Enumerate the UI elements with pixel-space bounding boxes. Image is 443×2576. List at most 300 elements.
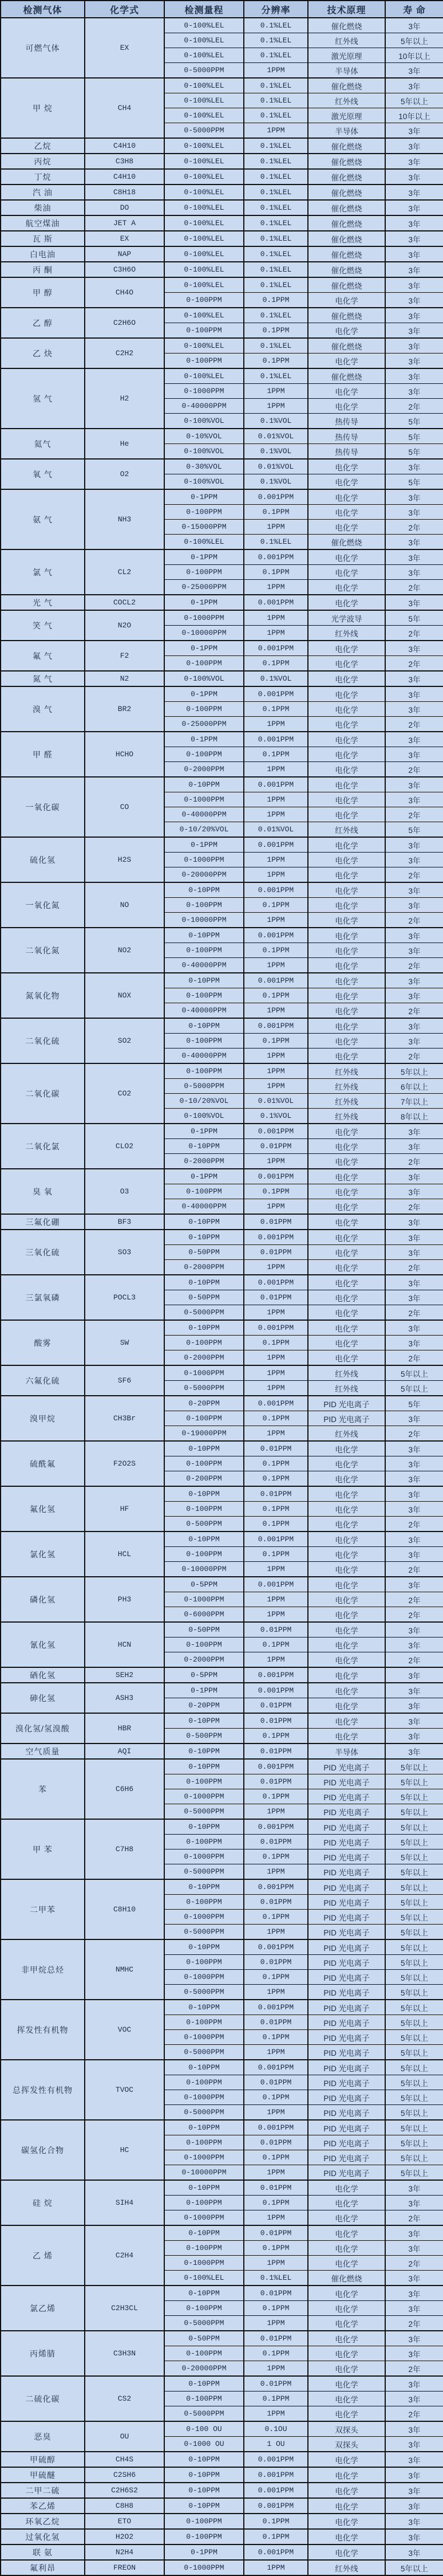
resolution-cell: 0.01PPM bbox=[244, 2331, 308, 2346]
formula-cell: C4H10 bbox=[85, 138, 164, 154]
range-cell: 0-20000PPM bbox=[164, 2361, 244, 2377]
spec-table-body bbox=[1, 18, 443, 2575]
resolution-cell: 0.1%LEL bbox=[244, 308, 308, 323]
gas-cell: 可燃气体 bbox=[1, 18, 85, 78]
life-cell: 3年 bbox=[385, 988, 443, 1003]
life-cell: 5年以上 bbox=[385, 2000, 443, 2015]
resolution-cell: 0.001PPM bbox=[244, 837, 308, 853]
resolution-cell: 0.1PPM bbox=[244, 943, 308, 958]
life-cell: 5年以上 bbox=[385, 1985, 443, 2000]
life-cell: 2年 bbox=[385, 2316, 443, 2331]
principle-cell: PID 光电离子 bbox=[308, 2060, 385, 2075]
life-cell: 3年 bbox=[385, 1275, 443, 1290]
principle-cell: 催化燃烧 bbox=[308, 535, 385, 550]
range-cell: 0-100%LEL bbox=[164, 535, 244, 550]
range-cell: 0-10/20%VOL bbox=[164, 1094, 244, 1109]
range-cell: 0-2000PPM bbox=[164, 1154, 244, 1169]
principle-cell: 电化学 bbox=[308, 2452, 385, 2467]
range-cell: 0-5000PPM bbox=[164, 1305, 244, 1321]
gas-cell: 氰化氢 bbox=[1, 1622, 85, 1667]
life-cell: 2年 bbox=[385, 1426, 443, 1442]
principle-cell: 红外线 bbox=[308, 626, 385, 641]
resolution-cell: 0.1%LEL bbox=[244, 2271, 308, 2286]
principle-cell: 电化学 bbox=[308, 702, 385, 717]
principle-cell: 电化学 bbox=[308, 1638, 385, 1652]
life-cell: 3年 bbox=[385, 943, 443, 958]
gas-cell: 二甲二硫 bbox=[1, 2483, 85, 2498]
gas-cell: 甲 醛 bbox=[1, 732, 85, 777]
range-cell: 0-1000PPM bbox=[164, 610, 244, 626]
range-cell: 0-100PPM bbox=[164, 2135, 244, 2150]
table-row bbox=[1, 459, 443, 474]
resolution-cell: 0.01PPM bbox=[244, 1245, 308, 1260]
resolution-cell: 0.1PPM bbox=[244, 505, 308, 520]
formula-cell: C2H3CL bbox=[85, 2286, 164, 2331]
resolution-cell: 1PPM bbox=[244, 2256, 308, 2271]
life-cell: 3年 bbox=[385, 1441, 443, 1456]
principle-cell: 电化学 bbox=[308, 2376, 385, 2392]
formula-cell: POCL3 bbox=[85, 1275, 164, 1320]
formula-cell: NMHC bbox=[85, 1939, 164, 2000]
life-cell: 3年 bbox=[385, 1184, 443, 1199]
principle-cell: 催化燃烧 bbox=[308, 277, 385, 293]
principle-cell: 电化学 bbox=[308, 1547, 385, 1562]
life-cell: 3年 bbox=[385, 565, 443, 580]
table-row bbox=[1, 1018, 443, 1034]
table-header bbox=[1, 1, 443, 18]
life-cell: 2年 bbox=[385, 913, 443, 928]
life-cell: 3年 bbox=[385, 338, 443, 354]
gas-cell: 甲 苯 bbox=[1, 1819, 85, 1879]
resolution-cell: 1PPM bbox=[244, 520, 308, 535]
life-cell: 3年 bbox=[385, 1486, 443, 1502]
life-cell: 3年 bbox=[385, 154, 443, 169]
table-row bbox=[1, 1622, 443, 1638]
range-cell: 0-100%VOL bbox=[164, 414, 244, 429]
resolution-cell: 0.1PPM bbox=[244, 1849, 308, 1864]
table-row bbox=[1, 2376, 443, 2392]
principle-cell: 电化学 bbox=[308, 2544, 385, 2560]
resolution-cell: 0.001PPM bbox=[244, 2544, 308, 2560]
life-cell: 3年 bbox=[385, 123, 443, 139]
formula-cell: C2H6S2 bbox=[85, 2483, 164, 2498]
range-cell: 0-100%LEL bbox=[164, 2271, 244, 2286]
table-row bbox=[1, 2331, 443, 2346]
gas-cell: 溴甲烷 bbox=[1, 1396, 85, 1441]
principle-cell: 催化燃烧 bbox=[308, 18, 385, 33]
life-cell: 7年以上 bbox=[385, 1094, 443, 1109]
principle-cell: 电化学 bbox=[308, 2483, 385, 2498]
range-cell: 0-2000PPM bbox=[164, 762, 244, 777]
resolution-cell: 0.01PPM bbox=[244, 1486, 308, 1502]
table-row bbox=[1, 2180, 443, 2196]
resolution-cell: 0.01%VOL bbox=[244, 429, 308, 444]
resolution-cell: 0.1PPM bbox=[244, 1910, 308, 1925]
resolution-cell: 0.1%VOL bbox=[244, 474, 308, 490]
column-header-formula: 化学式 bbox=[85, 1, 164, 18]
principle-cell: 红外线 bbox=[308, 1365, 385, 1381]
principle-cell: 电化学 bbox=[308, 1154, 385, 1169]
range-cell: 0-10000PPM bbox=[164, 626, 244, 641]
formula-cell: EX bbox=[85, 231, 164, 246]
principle-cell: 电化学 bbox=[308, 882, 385, 898]
table-row bbox=[1, 1683, 443, 1698]
range-cell: 0-25000PPM bbox=[164, 580, 244, 595]
principle-cell: PID 光电离子 bbox=[308, 1895, 385, 1910]
formula-cell: ASH3 bbox=[85, 1683, 164, 1713]
resolution-cell: 0.01PPM bbox=[244, 1713, 308, 1729]
resolution-cell: 0.1%LEL bbox=[244, 48, 308, 63]
range-cell: 0-100%LEL bbox=[164, 93, 244, 108]
life-cell: 2年 bbox=[385, 1199, 443, 1215]
range-cell: 0-10PPM bbox=[164, 1139, 244, 1154]
range-cell: 0-500PPM bbox=[164, 1517, 244, 1532]
range-cell: 0-2000PPM bbox=[164, 1652, 244, 1668]
principle-cell: PID 光电离子 bbox=[308, 1396, 385, 1411]
resolution-cell: 0.01%VOL bbox=[244, 459, 308, 474]
range-cell: 0-100%LEL bbox=[164, 262, 244, 277]
life-cell: 3年 bbox=[385, 78, 443, 93]
life-cell: 3年 bbox=[385, 1698, 443, 1714]
range-cell: 0-10PPM bbox=[164, 1819, 244, 1835]
life-cell: 2年 bbox=[385, 656, 443, 672]
principle-cell: 催化燃烧 bbox=[308, 184, 385, 200]
range-cell: 0-10PPM bbox=[164, 1230, 244, 1245]
range-cell: 0-10PPM bbox=[164, 1320, 244, 1336]
resolution-cell: 0.001PPM bbox=[244, 777, 308, 792]
resolution-cell: 0.001PPM bbox=[244, 1396, 308, 1411]
principle-cell: PID 光电离子 bbox=[308, 1864, 385, 1880]
gas-cell: 丁烷 bbox=[1, 169, 85, 184]
formula-cell: BR2 bbox=[85, 686, 164, 732]
gas-cell: 砷化氢 bbox=[1, 1683, 85, 1713]
life-cell: 5年以上 bbox=[385, 2165, 443, 2181]
gas-cell: 总挥发性有机物 bbox=[1, 2060, 85, 2120]
table-row bbox=[1, 732, 443, 747]
formula-cell: HCL bbox=[85, 1532, 164, 1577]
resolution-cell: 0.1PPM bbox=[244, 1517, 308, 1532]
life-cell: 2年 bbox=[385, 1003, 443, 1019]
resolution-cell: 0.1%VOL bbox=[244, 444, 308, 460]
resolution-cell: 1PPM bbox=[244, 913, 308, 928]
formula-cell: N2 bbox=[85, 671, 164, 686]
range-cell: 0-2000PPM bbox=[164, 1260, 244, 1275]
table-row bbox=[1, 1124, 443, 1139]
resolution-cell: 1PPM bbox=[244, 1607, 308, 1623]
resolution-cell: 0.001PPM bbox=[244, 2452, 308, 2467]
resolution-cell: 1PPM bbox=[244, 1305, 308, 1321]
life-cell: 5年以上 bbox=[385, 1925, 443, 1940]
principle-cell: PID 光电离子 bbox=[308, 2045, 385, 2060]
life-cell: 10年以上 bbox=[385, 48, 443, 63]
principle-cell: 电化学 bbox=[308, 641, 385, 656]
principle-cell: 电化学 bbox=[308, 1305, 385, 1321]
life-cell: 5年以上 bbox=[385, 33, 443, 48]
range-cell: 0-50PPM bbox=[164, 1622, 244, 1638]
life-cell: 5年以上 bbox=[385, 1939, 443, 1955]
range-cell: 0-5000PPM bbox=[164, 1804, 244, 1820]
life-cell: 2年 bbox=[385, 1517, 443, 1532]
gas-cell: 氟 气 bbox=[1, 641, 85, 671]
principle-cell: 电化学 bbox=[308, 2498, 385, 2514]
gas-cell: 二甲苯 bbox=[1, 1879, 85, 1939]
life-cell: 3年 bbox=[385, 1245, 443, 1260]
principle-cell: 电化学 bbox=[308, 762, 385, 777]
formula-cell: C8H18 bbox=[85, 184, 164, 200]
table-row bbox=[1, 2467, 443, 2483]
range-cell: 0-100PPM bbox=[164, 1411, 244, 1426]
principle-cell: 电化学 bbox=[308, 792, 385, 807]
principle-cell: 热传导 bbox=[308, 429, 385, 444]
resolution-cell: 0.1PPM bbox=[244, 1638, 308, 1652]
life-cell: 3年 bbox=[385, 1018, 443, 1034]
life-cell: 3年 bbox=[385, 2286, 443, 2301]
range-cell: 0-1PPM bbox=[164, 641, 244, 656]
life-cell: 5年以上 bbox=[385, 93, 443, 108]
principle-cell: 电化学 bbox=[308, 732, 385, 747]
gas-cell: 恶臭 bbox=[1, 2421, 85, 2452]
life-cell: 2年 bbox=[385, 1592, 443, 1607]
resolution-cell: 0.1%LEL bbox=[244, 108, 308, 123]
range-cell: 0-10PPM bbox=[164, 2498, 244, 2514]
life-cell: 3年 bbox=[385, 1502, 443, 1517]
principle-cell: 电化学 bbox=[308, 747, 385, 762]
resolution-cell: 1PPM bbox=[244, 1049, 308, 1064]
principle-cell: 电化学 bbox=[308, 1729, 385, 1744]
resolution-cell: 0.001PPM bbox=[244, 1230, 308, 1245]
range-cell: 0-100%LEL bbox=[164, 231, 244, 246]
resolution-cell: 0.1%LEL bbox=[244, 184, 308, 200]
resolution-cell: 0.1%LEL bbox=[244, 338, 308, 354]
principle-cell: 电化学 bbox=[308, 2241, 385, 2256]
resolution-cell: 0.001PPM bbox=[244, 549, 308, 565]
resolution-cell: 1PPM bbox=[244, 580, 308, 595]
principle-cell: 电化学 bbox=[308, 1184, 385, 1199]
principle-cell: 光学波导 bbox=[308, 610, 385, 626]
range-cell: 0-1000PPM bbox=[164, 2256, 244, 2271]
principle-cell: 热传导 bbox=[308, 444, 385, 460]
principle-cell: PID 光电离子 bbox=[308, 1789, 385, 1804]
principle-cell: PID 光电离子 bbox=[308, 1955, 385, 1970]
formula-cell: SW bbox=[85, 1320, 164, 1365]
life-cell: 5年以上 bbox=[385, 1063, 443, 1079]
column-header-resolution: 分辨率 bbox=[244, 1, 308, 18]
life-cell: 3年 bbox=[385, 2467, 443, 2483]
resolution-cell: 0.001PPM bbox=[244, 1759, 308, 1774]
range-cell: 0-100PPM bbox=[164, 747, 244, 762]
life-cell: 5年以上 bbox=[385, 1895, 443, 1910]
range-cell: 0-1000PPM bbox=[164, 1849, 244, 1864]
table-row bbox=[1, 1486, 443, 1502]
life-cell: 5年以上 bbox=[385, 2150, 443, 2165]
resolution-cell: 0.1PPM bbox=[244, 1547, 308, 1562]
table-row bbox=[1, 308, 443, 323]
principle-cell: 电化学 bbox=[308, 2529, 385, 2544]
principle-cell: PID 光电离子 bbox=[308, 1939, 385, 1955]
resolution-cell: 0.1PPM bbox=[244, 1184, 308, 1199]
life-cell: 3年 bbox=[385, 262, 443, 277]
table-row bbox=[1, 2120, 443, 2135]
gas-cell: 二氧化氮 bbox=[1, 928, 85, 973]
life-cell: 3年 bbox=[385, 973, 443, 988]
resolution-cell: 0.1%LEL bbox=[244, 78, 308, 93]
gas-cell: 过氧化氢 bbox=[1, 2529, 85, 2544]
table-row bbox=[1, 1713, 443, 1729]
resolution-cell: 0.1%LEL bbox=[244, 246, 308, 262]
range-cell: 0-1000 OU bbox=[164, 2437, 244, 2452]
range-cell: 0-100PPM bbox=[164, 293, 244, 308]
life-cell: 3年 bbox=[385, 1622, 443, 1638]
formula-cell: C7H8 bbox=[85, 1819, 164, 1879]
formula-cell: PH3 bbox=[85, 1577, 164, 1622]
gas-cell: 乙 炔 bbox=[1, 338, 85, 368]
resolution-cell: 0.1%VOL bbox=[244, 414, 308, 429]
resolution-cell: 0.01PPM bbox=[244, 2075, 308, 2090]
resolution-cell: 0.1PPM bbox=[244, 1502, 308, 1517]
gas-cell: 溴化氢/氢溴酸 bbox=[1, 1713, 85, 1743]
principle-cell: 电化学 bbox=[308, 1471, 385, 1487]
life-cell: 2年 bbox=[385, 867, 443, 883]
principle-cell: 电化学 bbox=[308, 2256, 385, 2271]
principle-cell: 电化学 bbox=[308, 2361, 385, 2377]
principle-cell: 电化学 bbox=[308, 928, 385, 943]
range-cell: 0-10PPM bbox=[164, 1441, 244, 1456]
range-cell: 0-1000PPM bbox=[164, 2210, 244, 2226]
principle-cell: 激光原理 bbox=[308, 48, 385, 63]
table-row bbox=[1, 2498, 443, 2514]
table-row bbox=[1, 246, 443, 262]
resolution-cell: 0.1PPM bbox=[244, 1336, 308, 1350]
table-row bbox=[1, 777, 443, 792]
range-cell: 0-5000PPM bbox=[164, 2406, 244, 2422]
range-cell: 0-1000PPM bbox=[164, 1910, 244, 1925]
principle-cell: 电化学 bbox=[308, 2406, 385, 2422]
resolution-cell: 0.01PPM bbox=[244, 1290, 308, 1305]
life-cell: 3年 bbox=[385, 200, 443, 215]
life-cell: 5年以上 bbox=[385, 1365, 443, 1381]
formula-cell: C2H4 bbox=[85, 2225, 164, 2286]
range-cell: 0-1000PPM bbox=[164, 2560, 244, 2575]
life-cell: 5年以上 bbox=[385, 2075, 443, 2090]
resolution-cell: 1PPM bbox=[244, 1652, 308, 1668]
range-cell: 0-5000PPM bbox=[164, 2316, 244, 2331]
life-cell: 5年以上 bbox=[385, 1774, 443, 1789]
range-cell: 0-10PPM bbox=[164, 2225, 244, 2241]
resolution-cell: 0.1%LEL bbox=[244, 93, 308, 108]
principle-cell: 催化燃烧 bbox=[308, 169, 385, 184]
range-cell: 0-40000PPM bbox=[164, 399, 244, 414]
life-cell: 3年 bbox=[385, 384, 443, 399]
gas-cell: 汽 油 bbox=[1, 184, 85, 200]
range-cell: 0-100PPM bbox=[164, 505, 244, 520]
life-cell: 2年 bbox=[385, 1562, 443, 1577]
range-cell: 0-1PPM bbox=[164, 595, 244, 610]
principle-cell: 电化学 bbox=[308, 2301, 385, 2316]
gas-cell: 臭 氧 bbox=[1, 1169, 85, 1214]
resolution-cell: 1PPM bbox=[244, 2045, 308, 2060]
life-cell: 2年 bbox=[385, 399, 443, 414]
formula-cell: HCHO bbox=[85, 732, 164, 777]
principle-cell: 电化学 bbox=[308, 1456, 385, 1471]
principle-cell: PID 光电离子 bbox=[308, 1804, 385, 1820]
formula-cell: COCL2 bbox=[85, 595, 164, 610]
life-cell: 3年 bbox=[385, 1290, 443, 1305]
life-cell: 2年 bbox=[385, 717, 443, 732]
life-cell: 3年 bbox=[385, 2271, 443, 2286]
table-row bbox=[1, 882, 443, 898]
range-cell: 0-10PPM bbox=[164, 2000, 244, 2015]
formula-cell: CO bbox=[85, 777, 164, 837]
resolution-cell: 1PPM bbox=[244, 1562, 308, 1577]
principle-cell: 电化学 bbox=[308, 1003, 385, 1019]
life-cell: 3年 bbox=[385, 368, 443, 384]
range-cell: 0-5000PPM bbox=[164, 1381, 244, 1396]
life-cell: 3年 bbox=[385, 2514, 443, 2529]
life-cell: 3年 bbox=[385, 2392, 443, 2406]
principle-cell: PID 光电离子 bbox=[308, 1774, 385, 1789]
principle-cell: 电化学 bbox=[308, 2392, 385, 2406]
gas-cell: 三氟化硼 bbox=[1, 1214, 85, 1230]
resolution-cell: 0.1%LEL bbox=[244, 33, 308, 48]
life-cell: 2年 bbox=[385, 1607, 443, 1623]
principle-cell: 电化学 bbox=[308, 2180, 385, 2196]
range-cell: 0-10PPM bbox=[164, 2467, 244, 2483]
range-cell: 0-100PPM bbox=[164, 1774, 244, 1789]
resolution-cell: 0.1%LEL bbox=[244, 231, 308, 246]
range-cell: 0-10PPM bbox=[164, 1879, 244, 1895]
gas-cell: 氟利昂 bbox=[1, 2560, 85, 2575]
gas-cell: 磷化氢 bbox=[1, 1577, 85, 1622]
life-cell: 3年 bbox=[385, 138, 443, 154]
range-cell: 0-1000PPM bbox=[164, 384, 244, 399]
formula-cell: CH4S bbox=[85, 2452, 164, 2467]
table-row bbox=[1, 1577, 443, 1592]
table-row bbox=[1, 641, 443, 656]
range-cell: 0-1PPM bbox=[164, 732, 244, 747]
life-cell: 3年 bbox=[385, 2452, 443, 2467]
resolution-cell: 0.1%LEL bbox=[244, 535, 308, 550]
resolution-cell: 1PPM bbox=[244, 717, 308, 732]
principle-cell: PID 光电离子 bbox=[308, 2165, 385, 2181]
table-row bbox=[1, 368, 443, 384]
life-cell: 3年 bbox=[385, 686, 443, 702]
table-row bbox=[1, 2529, 443, 2544]
life-cell: 3年 bbox=[385, 1547, 443, 1562]
principle-cell: PID 光电离子 bbox=[308, 1759, 385, 1774]
principle-cell: 电化学 bbox=[308, 1532, 385, 1547]
resolution-cell: 1PPM bbox=[244, 1063, 308, 1079]
range-cell: 0-1PPM bbox=[164, 549, 244, 565]
life-cell: 5年以上 bbox=[385, 1819, 443, 1835]
principle-cell: 电化学 bbox=[308, 943, 385, 958]
resolution-cell: 1PPM bbox=[244, 2361, 308, 2377]
life-cell: 3年 bbox=[385, 2196, 443, 2210]
resolution-cell: 0.01PPM bbox=[244, 1743, 308, 1759]
table-row bbox=[1, 2060, 443, 2075]
range-cell: 0-100%LEL bbox=[164, 368, 244, 384]
life-cell: 2年 bbox=[385, 2361, 443, 2377]
life-cell: 3年 bbox=[385, 1124, 443, 1139]
life-cell: 3年 bbox=[385, 2225, 443, 2241]
life-cell: 3年 bbox=[385, 1034, 443, 1049]
life-cell: 3年 bbox=[385, 732, 443, 747]
table-row bbox=[1, 2000, 443, 2015]
resolution-cell: 1PPM bbox=[244, 807, 308, 822]
formula-cell: HCN bbox=[85, 1622, 164, 1667]
life-cell: 5年以上 bbox=[385, 1381, 443, 1396]
resolution-cell: 1PPM bbox=[244, 1079, 308, 1094]
principle-cell: PID 光电离子 bbox=[308, 2015, 385, 2030]
